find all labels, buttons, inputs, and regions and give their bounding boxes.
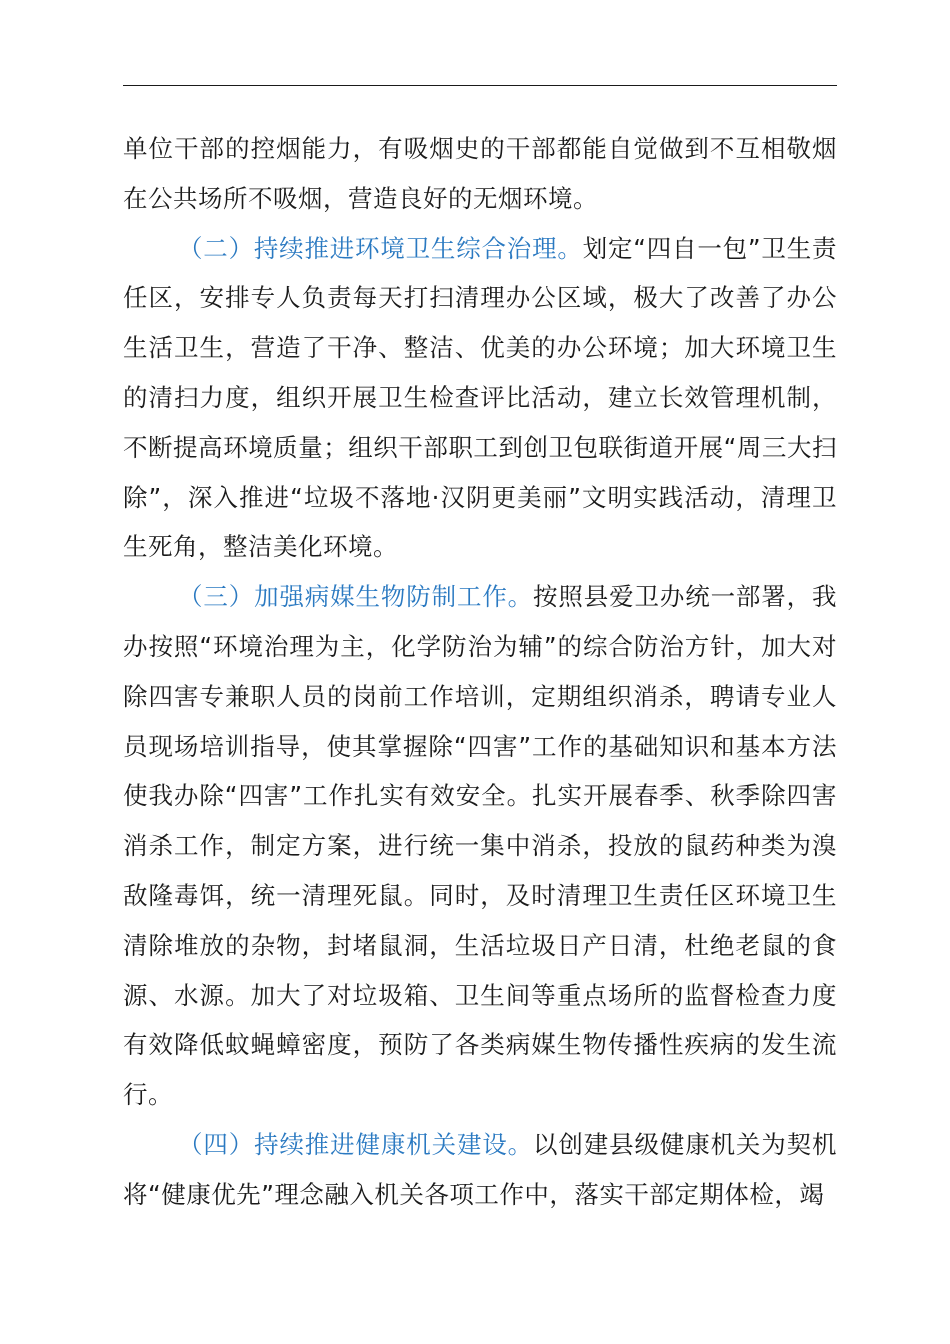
section-heading: （二）持续推进环境卫生综合治理。 <box>178 233 583 263</box>
paragraph-body: 划定“四自一包”卫生责任区，安排专人负责每天打扫清理办公区域，极大了改善了办公生活卫生，营造了干净、整洁、优美的办公环境；加大环境卫生的清扫力度，组织开展卫生检查评比活动，建立长效管理机制，不断提高环境质量；组织干部职工到创卫包联街道开展“周三大扫除”，深入推进“垃圾不落地·汉阴更美丽”文明实践活动，清理卫生死角，整洁美化环境。 <box>123 233 837 562</box>
section-heading: （四）持续推进健康机关建设。 <box>178 1129 534 1159</box>
paragraph-healthy-agency <box>123 1120 837 1220</box>
section-heading: （三）加强病媒生物防制工作。 <box>178 582 534 612</box>
document-body <box>123 124 837 1220</box>
paragraph-body: 按照县爱卫办统一部署，我办按照“环境治理为主，化学防治为辅”的综合防治方针，加大对除四害专兼职人员的岗前工作培训，定期组织消杀，聘请专业人员现场培训指导，使其掌握除“四害”工作的基础知识和基本方法使我办除“四害”工作扎实有效安全。扎实开展春季、秋季除四害消杀工作，制定方案，进行统一集中消杀，投放的鼠药种类为溴敌隆毒饵，统一清理死鼠。同时，及时清理卫生责任区环境卫生清除堆放的杂物，封堵鼠洞，生活垃圾日产日清，杜绝老鼠的食源、水源。加大了对垃圾箱、卫生间等重点场所的监督检查力度有效降低蚊蝇蟑密度，预防了各类病媒生物传播性疾病的发生流行。 <box>123 582 838 1110</box>
header-divider <box>123 85 837 86</box>
paragraph-continuation <box>123 124 837 224</box>
paragraph-environment-sanitation <box>123 224 837 573</box>
paragraph-body: 以创建县级健康机关为契机将“健康优先”理念融入机关各项工作中，落实干部定期体检，竭 <box>123 1129 838 1209</box>
paragraph-body: 单位干部的控烟能力，有吸烟史的干部都能自觉做到不互相敬烟在公共场所不吸烟，营造良好的无烟环境。 <box>123 134 837 213</box>
paragraph-vector-control <box>123 572 837 1120</box>
